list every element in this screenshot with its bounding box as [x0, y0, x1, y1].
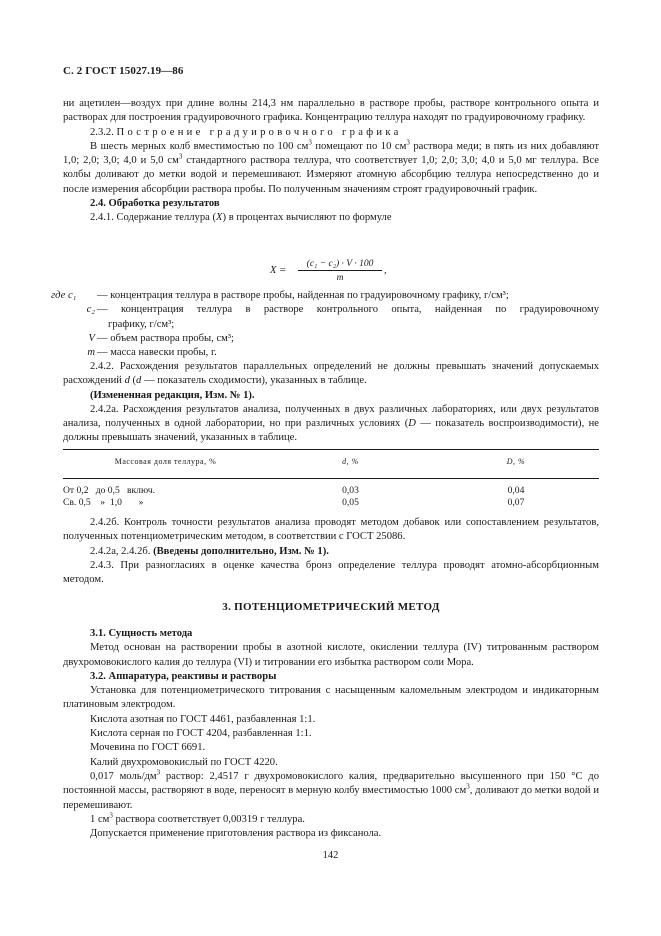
- text-block-section-3: [63, 627, 599, 841]
- table-header-row: [63, 450, 599, 479]
- reagent-line: Мочевина по ГОСТ 6691.: [90, 742, 206, 754]
- table-header-cell: D, %: [433, 450, 599, 479]
- reagent-line: Калий двухромовокислый по ГОСТ 4220.: [90, 756, 278, 768]
- superscript: 3: [156, 768, 161, 777]
- definition-text: — концентрация теллура в растворе пробы, найденная по градуировочному графику, г/см³;: [97, 290, 509, 301]
- text-run: (: [129, 375, 137, 387]
- table-header-cell: Массовая доля теллура, %: [63, 450, 268, 479]
- variable-x: X: [216, 212, 223, 224]
- definition-text: — объем раствора пробы, см³;: [97, 332, 234, 344]
- definition-row: [51, 289, 599, 303]
- tolerance-table: [63, 449, 599, 509]
- formula-numerator: (c₁ − c₂) · V · 100: [298, 258, 382, 271]
- variable-d: d: [136, 375, 142, 387]
- superscript: 3: [109, 811, 113, 820]
- paragraph-3-1: Метод основан на растворении пробы в азотной кислоте, окислении теллура (IV) титрованным раствором двухромовокислого калия до теллура (VI) и титровании его избытка раствором соли Мора.: [63, 642, 599, 668]
- definition-text: — концентрация теллура в растворе контрольного опыта, найденная по градуировочному: [97, 304, 599, 316]
- paragraph-3-2-apparatus: Установка для потенциометрического титрования с насыщенным каломельным электродом и индикаторным платиновым электродом.: [63, 685, 599, 711]
- solution-equivalent: [63, 813, 599, 827]
- text-run: стандартного раствора теллура, что соответствует 1,0; 2,0; 3,0; 4,0 и 5,0 мг теллура. Все колбы доливают до метки водой и перемешивают. Измеряют атомную абсорбцию теллура непосредственно до и после измерения абсорбции раствора пробы. По полученным значениям строят градуировочный график.: [63, 155, 599, 195]
- text-run: В шесть мерных колб вместимостью по 100 см: [90, 140, 309, 152]
- table-cell: 0,07: [507, 497, 525, 508]
- formula: [270, 258, 410, 286]
- text-run: — показатель сходимости), указанных в таблице.: [141, 375, 367, 387]
- section-3-1-heading: 3.1. Сущность метода: [90, 628, 193, 639]
- table-cell: 0,05: [342, 497, 359, 508]
- table-cell: 0,03: [342, 485, 359, 496]
- paragraph-2-4-1: [63, 211, 599, 225]
- definition-symbol: c₂: [86, 304, 95, 316]
- text-run: раствора соответствует 0,00319 г теллура.: [112, 813, 305, 825]
- amendment-note: (Измененная редакция, Изм. № 1).: [90, 389, 255, 401]
- text-block-top: [63, 97, 599, 226]
- reagent-line: Кислота азотная по ГОСТ 4461, разбавленная 1:1.: [90, 713, 316, 725]
- table-cell: 0,04: [507, 485, 525, 496]
- superscript: 3: [308, 138, 312, 147]
- table-header-cell: d, %: [268, 450, 433, 479]
- table-cell: Св. 0,5 » 1,0 »: [63, 497, 144, 508]
- text-run: раствор: 2,4517 г двухромовокислого калия, предварительно высушенного при 150 °С до постоянной массы, растворяют в воде, переносят в мерную колбу вместимостью 1000 см: [63, 770, 599, 797]
- text-run: — показатель воспроизводимости), не должны превышать значений, указанных в таблице.: [63, 418, 600, 444]
- text-run: 1 см: [90, 813, 110, 825]
- text-run: 2.4.2. Расхождения результатов параллельных определений не должны превышать значений допускаемых расхождений: [63, 361, 599, 387]
- page-number: 142: [322, 850, 339, 861]
- paragraph-2-4-2a: [63, 403, 599, 446]
- text-run: раствора меди; в пять из них добавляют 1,0; 2,0; 3,0; 4,0 и 5,0 см: [63, 140, 599, 167]
- clause-number: 2.3.2.: [90, 126, 114, 138]
- text-run: ) в процентах вычисляют по формуле: [222, 212, 392, 224]
- clause-spaced-title: Построение градуировочного графика: [116, 126, 402, 138]
- text-run: 2.4.2а, 2.4.2б.: [90, 545, 154, 557]
- definition-row: [63, 332, 599, 346]
- paragraph-2-4-2b: 2.4.2б. Контроль точности результатов анализа проводят методом добавок или сопоставлением результатов, полученных потенциометрическим методом, в соответствии с ГОСТ 25086.: [63, 517, 599, 543]
- section-2-4-heading: 2.4. Обработка результатов: [90, 198, 220, 210]
- reagent-line: Кислота серная по ГОСТ 4204, разбавленная 1:1.: [90, 728, 312, 740]
- formula-lhs: X =: [270, 265, 287, 276]
- definition-symbol: m: [87, 347, 95, 359]
- definition-text: — масса навески пробы, г.: [97, 347, 217, 359]
- definition-row: [63, 318, 599, 332]
- definition-symbol: V: [88, 332, 95, 344]
- superscript: 3: [406, 138, 410, 147]
- text-run: помещают по 10 см: [311, 140, 407, 152]
- page-header: С. 2 ГОСТ 15027.19—86: [63, 65, 184, 77]
- table-row: [63, 479, 599, 498]
- solution-preparation: [63, 770, 599, 813]
- text-run: , доливают до метки водой и перемешивают.: [63, 785, 599, 811]
- variable-definitions: [51, 289, 599, 360]
- definition-row: [63, 346, 599, 360]
- text-block-middle: [63, 360, 599, 446]
- definition-row: [63, 303, 599, 317]
- paragraph-continuation: ни ацетилен—воздух при длине волны 214,3 нм параллельно в растворе пробы, растворе контрольного опыта и растворах для построения градуировочного графика. Концентрацию теллура находят по градуировочному графику.: [63, 98, 599, 124]
- text-run: 2.4.2а. Расхождения результатов анализа, полученных в двух различных лабораториях, или двух результатов анализа, полученных в одной лаборатории, но при различных условиях (: [63, 403, 599, 430]
- superscript: 3: [178, 152, 183, 161]
- definition-symbol: где c₁: [51, 290, 77, 301]
- definition-text: графику, г/см³;: [108, 318, 175, 330]
- amendment-note-2: [63, 545, 599, 559]
- section-3-2-heading: 3.2. Аппаратура, реактивы и растворы: [90, 670, 277, 682]
- variable-d: d: [124, 375, 130, 387]
- table-cell: От 0,2 до 0,5 включ.: [63, 485, 155, 496]
- variable-D: D: [408, 418, 416, 430]
- paragraph-2-4-2: [63, 360, 599, 389]
- reagent-line: Допускается применение приготовления раствора из фиксанола.: [90, 828, 382, 840]
- paragraph-2-3-2-text: [63, 140, 599, 197]
- table-row: [63, 497, 599, 509]
- amendment-bold: (Введены дополнительно, Изм. № 1).: [153, 545, 329, 557]
- paragraph-2-4-3: 2.4.3. При разногласиях в оценке качества бронз определение теллура проводят атомно-абсорбционным методом.: [63, 559, 599, 586]
- formula-denominator: m: [336, 273, 344, 283]
- paragraph-2-3-2-heading: [63, 126, 599, 140]
- text-run: 2.4.1. Содержание теллура (: [90, 212, 217, 224]
- formula-comma: ,: [384, 265, 387, 276]
- text-block-after-table: [63, 516, 599, 587]
- superscript: 3: [466, 782, 470, 791]
- text-run: 0,017 моль/дм: [90, 770, 157, 782]
- section-3-heading: 3. ПОТЕНЦИОМЕТРИЧЕСКИЙ МЕТОД: [222, 601, 440, 613]
